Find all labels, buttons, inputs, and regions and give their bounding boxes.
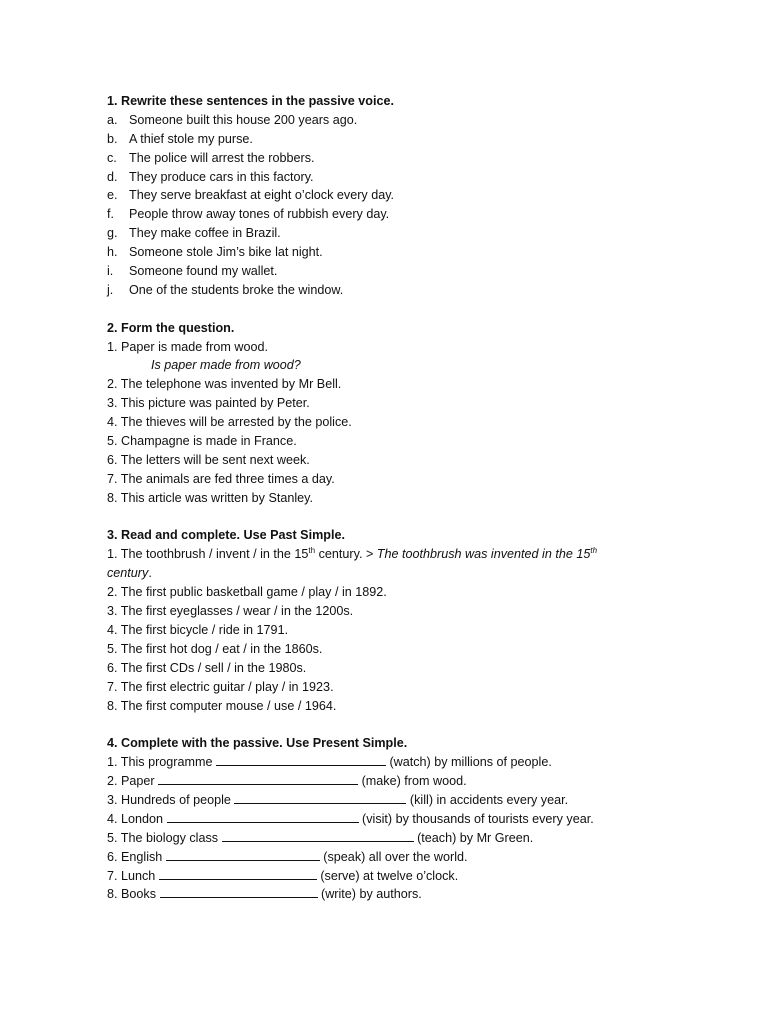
exercise-1-title: 1. Rewrite these sentences in the passive voice.: [107, 94, 394, 108]
list-item: [107, 281, 677, 300]
item-label: d.: [107, 169, 118, 184]
list-item: 7. The animals are fed three times a day.: [107, 471, 335, 486]
exercise-3-title: 3. Read and complete. Use Past Simple.: [107, 528, 345, 543]
example-item-continued: [107, 564, 677, 583]
answer-blank[interactable]: [167, 810, 359, 823]
spacer: [107, 715, 677, 734]
item-text: 8. Books: [107, 887, 160, 902]
item-text: The police will arrest the robbers.: [129, 150, 315, 165]
item-text: People throw away tones of rubbish every day.: [129, 207, 390, 222]
item-label: g.: [107, 226, 118, 241]
list-item: [107, 885, 677, 904]
superscript: th: [590, 546, 598, 556]
list-item: [107, 810, 677, 829]
list-item: [107, 772, 677, 791]
item-text: (kill) in accidents every year.: [406, 792, 569, 807]
list-item: 6. The letters will be sent next week.: [107, 452, 310, 467]
list-item: [107, 829, 677, 848]
item-label: b.: [107, 131, 118, 146]
item-text: (write) by authors.: [317, 887, 422, 902]
example-item: [107, 545, 677, 564]
list-item: 4. The first bicycle / ride in 1791.: [107, 622, 289, 637]
list-item: [107, 753, 677, 772]
list-item: 8. The first computer mouse / use / 1964.: [107, 698, 337, 713]
list-item: [107, 262, 677, 281]
list-item: 1. Paper is made from wood.: [107, 339, 268, 354]
spacer: [107, 508, 677, 527]
list-item: [107, 168, 677, 187]
list-item: [107, 205, 677, 224]
example-answer-end: century: [107, 566, 149, 581]
answer-blank[interactable]: [159, 867, 317, 880]
exercise-2-title: 2. Form the question.: [107, 320, 235, 335]
item-text: 6. English: [107, 849, 166, 864]
item-text: (watch) by millions of people.: [385, 755, 552, 770]
list-item: 2. The telephone was invented by Mr Bell.: [107, 377, 342, 392]
item-text: (teach) by Mr Green.: [413, 830, 534, 845]
item-text: (make) from wood.: [358, 774, 467, 789]
list-item: 4. The thieves will be arrested by the police.: [107, 415, 352, 430]
list-item: 3. This picture was painted by Peter.: [107, 396, 310, 411]
list-item: [107, 848, 677, 867]
list-item: 7. The first electric guitar / play / in 1923.: [107, 679, 334, 694]
example-answer: Is paper made from wood?: [151, 358, 301, 373]
list-item: [107, 111, 677, 130]
answer-blank[interactable]: [216, 753, 386, 766]
item-text: 4. London: [107, 811, 167, 826]
item-label: h.: [107, 245, 118, 260]
list-item: 3. The first eyeglasses / wear / in the 1200s.: [107, 604, 354, 619]
item-text: Someone stole Jim’s bike lat night.: [129, 245, 323, 260]
example-prompt: 1. The toothbrush / invent / in the 15: [107, 547, 309, 562]
list-item: [107, 791, 677, 810]
item-text: A thief stole my purse.: [129, 131, 253, 146]
item-text: 3. Hundreds of people: [107, 792, 235, 807]
item-label: c.: [107, 150, 117, 165]
item-label: j.: [107, 282, 114, 297]
list-item: 2. The first public basketball game / play / in 1892.: [107, 585, 387, 600]
item-label: e.: [107, 188, 118, 203]
item-label: f.: [107, 207, 114, 222]
list-item: 8. This article was written by Stanley.: [107, 490, 314, 505]
item-text: 7. Lunch: [107, 868, 159, 883]
answer-blank[interactable]: [234, 791, 406, 804]
item-text: 1. This programme: [107, 755, 216, 770]
item-label: a.: [107, 112, 118, 127]
answer-blank[interactable]: [222, 829, 414, 842]
exercise-4-title: 4. Complete with the passive. Use Present Simple.: [107, 736, 408, 751]
spacer: [107, 300, 677, 319]
list-item: [107, 243, 677, 262]
item-text: One of the students broke the window.: [129, 282, 344, 297]
example-answer: The toothbrush was invented in the 15: [376, 547, 591, 562]
worksheet: [107, 92, 677, 904]
answer-blank[interactable]: [158, 772, 358, 785]
item-text: (speak) all over the world.: [319, 849, 468, 864]
item-text: They make coffee in Brazil.: [129, 226, 281, 241]
list-item: 5. Champagne is made in France.: [107, 434, 297, 449]
answer-blank[interactable]: [160, 885, 318, 898]
item-text: (serve) at twelve o’clock.: [316, 868, 459, 883]
item-text: They produce cars in this factory.: [129, 169, 314, 184]
list-item: [107, 149, 677, 168]
list-item: 5. The first hot dog / eat / in the 1860s.: [107, 641, 323, 656]
list-item: [107, 224, 677, 243]
item-text: (visit) by thousands of tourists every year.: [358, 811, 594, 826]
item-text: Someone found my wallet.: [129, 264, 278, 279]
superscript: th: [308, 546, 316, 556]
item-text: 5. The biology class: [107, 830, 222, 845]
example-prompt-end: century. >: [315, 547, 377, 562]
list-item: 6. The first CDs / sell / in the 1980s.: [107, 660, 307, 675]
item-text: Someone built this house 200 years ago.: [129, 112, 358, 127]
list-item: [107, 867, 677, 886]
list-item: [107, 130, 677, 149]
item-label: i.: [107, 264, 114, 279]
list-item: [107, 186, 677, 205]
answer-blank[interactable]: [166, 848, 320, 861]
item-text: They serve breakfast at eight o’clock every day.: [129, 188, 395, 203]
item-text: 2. Paper: [107, 774, 159, 789]
period: .: [148, 566, 152, 581]
